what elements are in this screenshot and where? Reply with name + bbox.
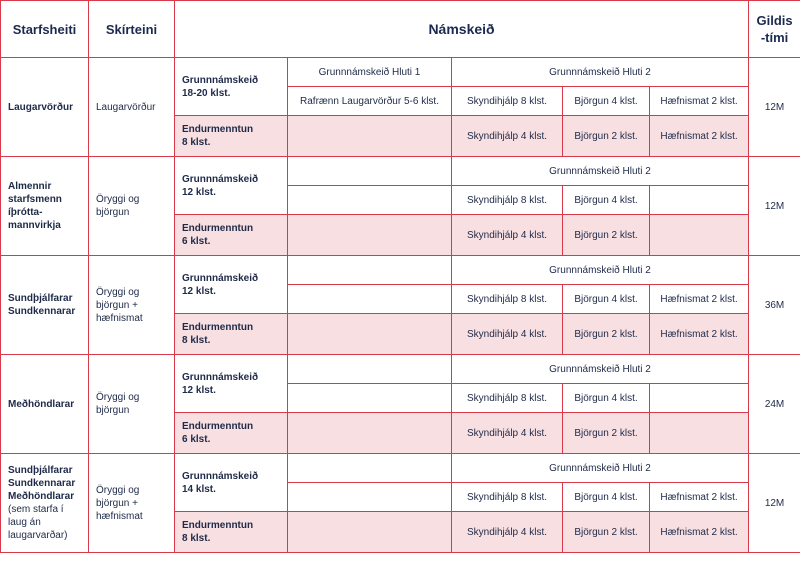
table-row xyxy=(1,454,800,483)
course-cell: Björgun 2 klst. xyxy=(563,215,650,256)
course-cell: Skyndihjálp 4 klst. xyxy=(452,215,563,256)
valid-cell: 12M xyxy=(749,58,800,157)
grunn-cell: Grunnnámskeið 18-20 klst. xyxy=(175,58,288,116)
empty-cell xyxy=(288,215,452,256)
hluti2-cell: Grunnnámskeið Hluti 2 xyxy=(452,157,749,186)
empty-cell xyxy=(650,384,749,413)
header-starfsheiti: Starfsheiti xyxy=(1,1,89,58)
cert-medhondlarar: Öryggi og björgun xyxy=(89,355,175,454)
course-cell: Hæfnismat 2 klst. xyxy=(650,87,749,116)
hluti2-cell: Grunnnámskeið Hluti 2 xyxy=(452,256,749,285)
cert-combined: Öryggi og björgun + hæfnismat xyxy=(89,454,175,553)
course-cell: Björgun 4 klst. xyxy=(563,186,650,215)
empty-cell xyxy=(288,186,452,215)
course-cell: Björgun 2 klst. xyxy=(563,512,650,553)
empty-cell xyxy=(288,116,452,157)
role-medhondlarar: Meðhöndlarar xyxy=(1,355,89,454)
course-cell: Skyndihjálp 4 klst. xyxy=(452,116,563,157)
grunn-cell: Grunnnámskeið 14 klst. xyxy=(175,454,288,512)
course-cell: Skyndihjálp 8 klst. xyxy=(452,285,563,314)
cert-almennir: Öryggi og björgun xyxy=(89,157,175,256)
table-row xyxy=(1,355,800,384)
cert-laugarvordur: Laugarvörður xyxy=(89,58,175,157)
course-cell: Skyndihjálp 4 klst. xyxy=(452,512,563,553)
header-row xyxy=(1,1,800,58)
role-almennir: Almennir starfsmenn íþrótta- mannvirkja xyxy=(1,157,89,256)
course-cell: Hæfnismat 2 klst. xyxy=(650,483,749,512)
empty-cell xyxy=(288,355,452,384)
empty-cell xyxy=(288,384,452,413)
endur-cell: Endurmenntun 6 klst. xyxy=(175,215,288,256)
empty-cell xyxy=(288,413,452,454)
empty-cell xyxy=(650,215,749,256)
table-row xyxy=(1,157,800,186)
course-cell: Björgun 2 klst. xyxy=(563,413,650,454)
course-cell: Skyndihjálp 4 klst. xyxy=(452,314,563,355)
grunn-cell: Grunnnámskeið 12 klst. xyxy=(175,256,288,314)
course-cell: Björgun 2 klst. xyxy=(563,314,650,355)
table-row xyxy=(1,256,800,285)
course-cell: Björgun 4 klst. xyxy=(563,87,650,116)
endur-cell: Endurmenntun 8 klst. xyxy=(175,512,288,553)
course-cell: Hæfnismat 2 klst. xyxy=(650,314,749,355)
valid-cell: 12M xyxy=(749,454,800,553)
empty-cell xyxy=(288,157,452,186)
role-laugarvordur: Laugarvörður xyxy=(1,58,89,157)
empty-cell xyxy=(288,285,452,314)
table-row xyxy=(1,58,800,87)
rafraenn-cell: Rafrænn Laugarvörður 5-6 klst. xyxy=(288,87,452,116)
course-cell: Skyndihjálp 4 klst. xyxy=(452,413,563,454)
valid-cell: 36M xyxy=(749,256,800,355)
course-cell: Skyndihjálp 8 klst. xyxy=(452,87,563,116)
empty-cell xyxy=(288,454,452,483)
empty-cell xyxy=(650,186,749,215)
course-cell: Björgun 4 klst. xyxy=(563,384,650,413)
course-cell: Skyndihjálp 8 klst. xyxy=(452,384,563,413)
role-combined: Sundþjálfarar Sundkennarar Meðhöndlarar (sem starfa í laug án laugarvarðar) xyxy=(1,454,89,553)
endur-cell: Endurmenntun 8 klst. xyxy=(175,116,288,157)
course-cell: Hæfnismat 2 klst. xyxy=(650,116,749,157)
header-gildistimi: Gildis -tími xyxy=(749,1,800,58)
course-cell: Björgun 2 klst. xyxy=(563,116,650,157)
valid-cell: 24M xyxy=(749,355,800,454)
endur-cell: Endurmenntun 8 klst. xyxy=(175,314,288,355)
header-skirteini: Skírteini xyxy=(89,1,175,58)
empty-cell xyxy=(650,413,749,454)
course-cell: Björgun 4 klst. xyxy=(563,285,650,314)
empty-cell xyxy=(288,314,452,355)
header-namskeid: Námskeið xyxy=(175,1,749,58)
hluti2-cell: Grunnnámskeið Hluti 2 xyxy=(452,454,749,483)
endur-cell: Endurmenntun 6 klst. xyxy=(175,413,288,454)
hluti2-cell: Grunnnámskeið Hluti 2 xyxy=(452,355,749,384)
empty-cell xyxy=(288,483,452,512)
course-cell: Hæfnismat 2 klst. xyxy=(650,512,749,553)
valid-cell: 12M xyxy=(749,157,800,256)
course-cell: Skyndihjálp 8 klst. xyxy=(452,186,563,215)
role-sundthjalfarar: Sundþjálfarar Sundkennarar xyxy=(1,256,89,355)
hluti1-cell: Grunnnámskeið Hluti 1 xyxy=(288,58,452,87)
course-cell: Hæfnismat 2 klst. xyxy=(650,285,749,314)
grunn-cell: Grunnnámskeið 12 klst. xyxy=(175,157,288,215)
grunn-cell: Grunnnámskeið 12 klst. xyxy=(175,355,288,413)
course-cell: Björgun 4 klst. xyxy=(563,483,650,512)
hluti2-cell: Grunnnámskeið Hluti 2 xyxy=(452,58,749,87)
course-cell: Skyndihjálp 8 klst. xyxy=(452,483,563,512)
empty-cell xyxy=(288,256,452,285)
empty-cell xyxy=(288,512,452,553)
cert-sundthjalfarar: Öryggi og björgun + hæfnismat xyxy=(89,256,175,355)
